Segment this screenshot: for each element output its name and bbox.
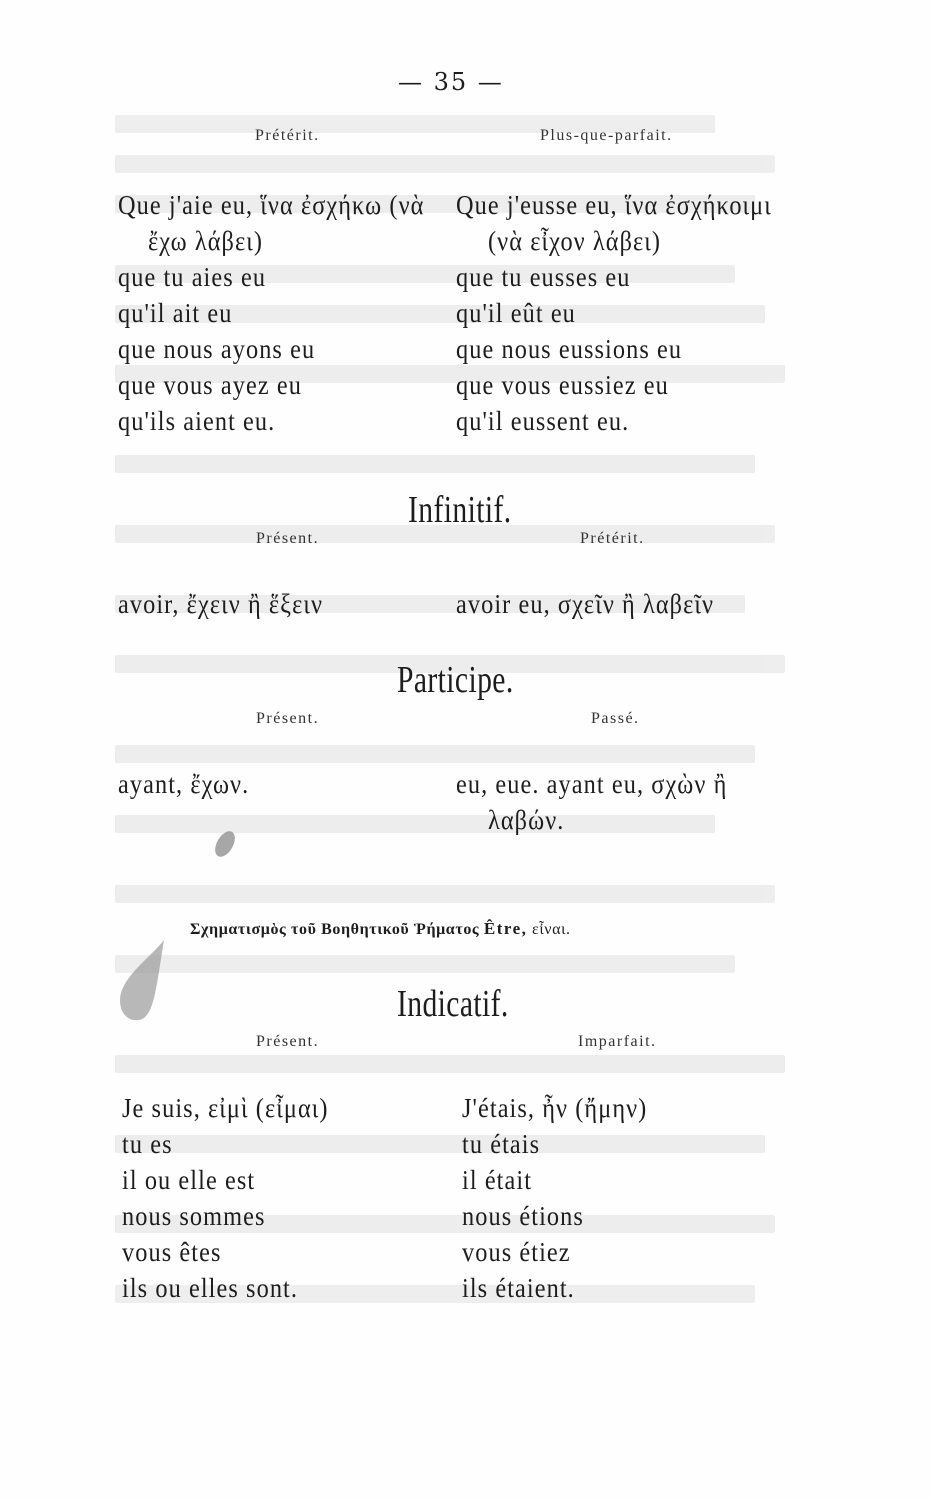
infinitif-heading: Infinitif. bbox=[408, 489, 512, 531]
plus-que-parfait-line-6: que vous eussiez eu bbox=[456, 370, 669, 400]
plus-que-parfait-line-3: que tu eusses eu bbox=[456, 262, 631, 292]
indicatif-imparfait-line-6: ils étaient. bbox=[462, 1273, 575, 1303]
water-stain bbox=[112, 938, 172, 1028]
indicatif-present-line-5: vous êtes bbox=[122, 1237, 222, 1267]
indicatif-imparfait-line-4: nous étions bbox=[462, 1201, 584, 1231]
indicatif-imparfait-line-1: J'étais, ἦν (ἤμην) bbox=[462, 1093, 648, 1123]
indicatif-present-subheading: Présent. bbox=[256, 1033, 320, 1050]
infinitif-present-line: avoir, ἔχειν ἢ ἕξειν bbox=[118, 589, 324, 619]
indicatif-imparfait-line-5: vous étiez bbox=[462, 1237, 571, 1267]
participe-heading: Participe. bbox=[397, 659, 514, 701]
page-number: — 35 — bbox=[398, 68, 504, 96]
indicatif-imparfait-subheading: Imparfait. bbox=[578, 1033, 657, 1050]
indicatif-imparfait-line-3: il était bbox=[462, 1165, 533, 1195]
participe-present-subheading: Présent. bbox=[256, 710, 320, 727]
participe-passe-subheading: Passé. bbox=[591, 710, 640, 727]
infinitif-preterit-subheading: Prétérit. bbox=[580, 530, 645, 547]
plus-que-parfait-line-1: Que j'eusse eu, ἵνα ἐσχήκοιμι bbox=[456, 190, 772, 220]
plus-que-parfait-subheading: Plus-que-parfait. bbox=[540, 127, 673, 144]
caption-greek-start: Σχηματισμὸς τοῦ Βοηθητικοῦ Ῥήματος bbox=[190, 921, 480, 938]
preterit-line-5: que nous ayons eu bbox=[118, 334, 316, 364]
preterit-line-4: qu'il ait eu bbox=[118, 298, 233, 328]
indicatif-present-line-6: ils ou elles sont. bbox=[122, 1273, 299, 1303]
indicatif-imparfait-line-2: tu étais bbox=[462, 1129, 541, 1159]
plus-que-parfait-line-7: qu'il eussent eu. bbox=[456, 406, 630, 436]
indicatif-heading: Indicatif. bbox=[397, 983, 509, 1025]
participe-passe-line-1: eu, eue. ayant eu, σχὼν ἢ bbox=[456, 769, 728, 799]
indicatif-present-line-4: nous sommes bbox=[122, 1201, 266, 1231]
preterit-subheading: Prétérit. bbox=[255, 127, 320, 144]
plus-que-parfait-line-4: qu'il eût eu bbox=[456, 298, 576, 328]
indicatif-present-line-1: Je suis, εἰμὶ (εἶμαι) bbox=[122, 1093, 329, 1123]
preterit-line-2: ἔχω λάβει) bbox=[148, 226, 264, 256]
participe-passe-line-2: λαβών. bbox=[488, 805, 565, 835]
indicatif-present-line-3: il ou elle est bbox=[122, 1165, 256, 1195]
indicatif-present-line-2: tu es bbox=[122, 1129, 173, 1159]
conjugation-caption bbox=[190, 919, 571, 939]
infinitif-preterit-line: avoir eu, σχεῖν ἢ λαβεῖν bbox=[456, 589, 715, 619]
ink-spot bbox=[212, 826, 238, 860]
caption-verb: Être, bbox=[483, 919, 528, 938]
preterit-line-6: que vous ayez eu bbox=[118, 370, 302, 400]
plus-que-parfait-line-2: (νὰ εἶχον λάβει) bbox=[488, 226, 662, 256]
preterit-line-7: qu'ils aient eu. bbox=[118, 406, 276, 436]
preterit-line-3: que tu aies eu bbox=[118, 262, 267, 292]
caption-greek-end: εἶναι. bbox=[532, 921, 571, 938]
infinitif-present-subheading: Présent. bbox=[256, 530, 320, 547]
plus-que-parfait-line-5: que nous eussions eu bbox=[456, 334, 683, 364]
preterit-line-1: Que j'aie eu, ἵνα ἐσχήκω (νὰ bbox=[118, 190, 425, 220]
participe-present-line: ayant, ἔχων. bbox=[118, 769, 250, 799]
